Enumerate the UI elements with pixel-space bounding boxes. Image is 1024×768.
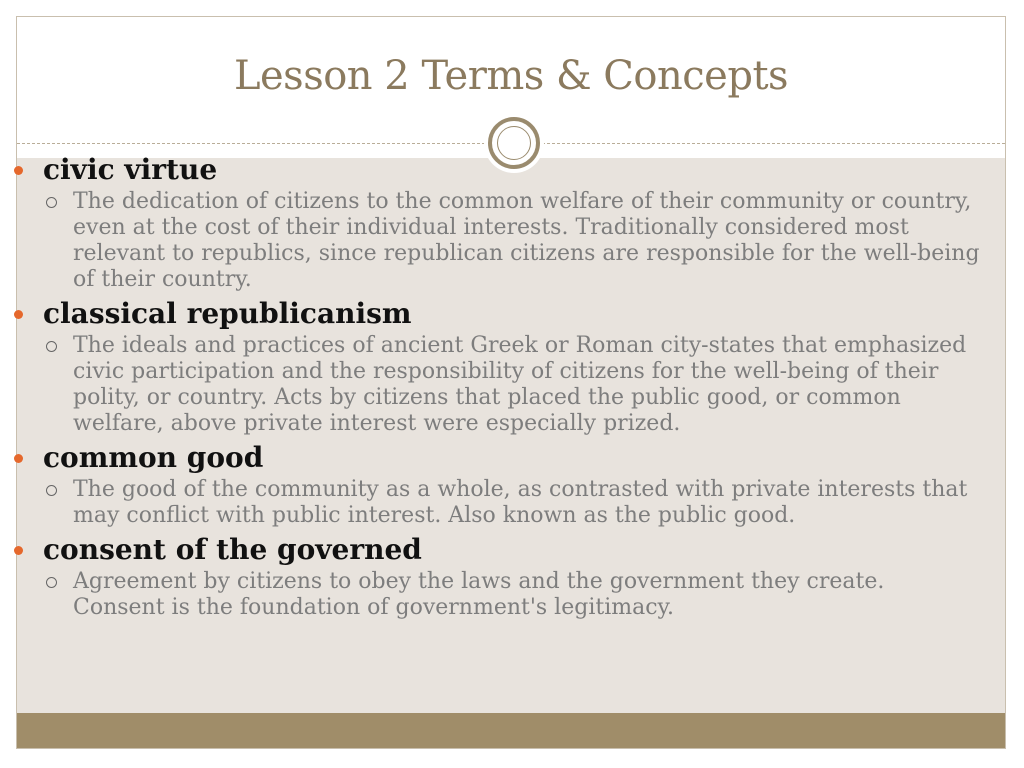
term-label: common good — [43, 441, 264, 474]
slide-title: Lesson 2 Terms & Concepts — [233, 53, 789, 99]
term-consent-of-the-governed — [12, 533, 982, 567]
bullet-icon — [14, 546, 23, 555]
term-civic-virtue — [12, 153, 982, 187]
term-common-good — [12, 441, 982, 475]
definition-civic-virtue — [12, 189, 982, 293]
bullet-icon — [14, 454, 23, 463]
definition-text: The good of the community as a whole, as contrasted with private interests that may conflict with public interest. Also known as the public good. — [73, 477, 968, 528]
term-classical-republicanism — [12, 297, 982, 331]
definition-classical-republicanism — [12, 333, 982, 437]
definition-common-good — [12, 477, 982, 529]
definition-consent-of-the-governed — [12, 569, 982, 621]
definition-text: The dedication of citizens to the common welfare of their community or country, even at the cost of their individual interests. Traditionally considered most relevant to republics, since republican citizens are responsible for the well-being of their country. — [73, 189, 980, 292]
hollow-bullet-icon — [46, 197, 57, 208]
hollow-bullet-icon — [46, 341, 57, 352]
footer-bar — [17, 713, 1005, 748]
term-label: civic virtue — [43, 153, 218, 186]
term-list — [12, 153, 982, 625]
definition-text: Agreement by citizens to obey the laws and the government they create. Consent is the foundation of government's legitimacy. — [73, 569, 885, 620]
bullet-icon — [14, 166, 23, 175]
term-label: classical republicanism — [43, 297, 412, 330]
definition-text: The ideals and practices of ancient Greek or Roman city-states that emphasized civic participation and the responsibility of citizens for the well-being of their polity, or country. Acts by citizens that placed the public good, or common welfare, above private interest were especially prized. — [73, 333, 967, 436]
hollow-bullet-icon — [46, 485, 57, 496]
hollow-bullet-icon — [46, 577, 57, 588]
bullet-icon — [14, 310, 23, 319]
term-label: consent of the governed — [43, 533, 422, 566]
